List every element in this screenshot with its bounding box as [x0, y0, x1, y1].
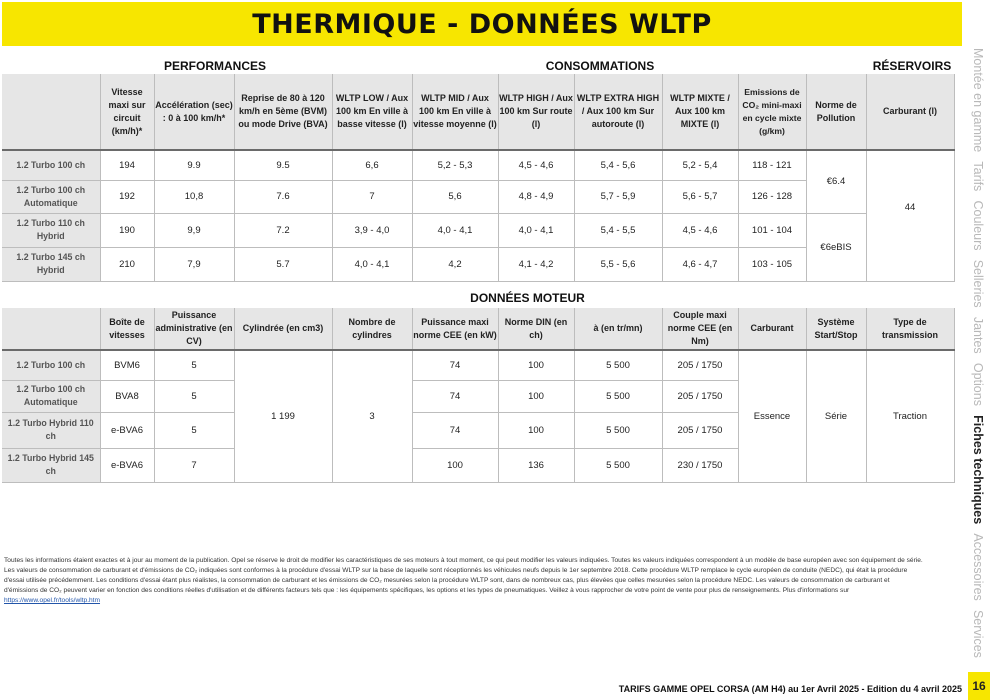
cell-wltp-low: 7	[332, 180, 412, 213]
section-consommations: CONSOMMATIONS	[545, 59, 655, 73]
cell-wltp-high: 4,0 - 4,1	[498, 213, 574, 247]
header-couple: Couple maxi norme CEE (en Nm)	[662, 308, 738, 350]
header-co2: Emissions de CO₂ mini-maxi en cycle mixte (g/km)	[738, 74, 806, 150]
cell-acceleration: 7,9	[154, 247, 234, 281]
header-cylindree: Cylindrée (en cm3)	[234, 308, 332, 350]
nav-item-fiches-techniques[interactable]: Fiches techniques	[971, 415, 985, 525]
row-label: 1.2 Turbo 100 ch Automatique	[2, 380, 100, 412]
cell-kw: 74	[412, 412, 498, 448]
cell-carburant: Essence	[738, 350, 806, 482]
cell-wltp-high: 4,8 - 4,9	[498, 180, 574, 213]
header-nb-cylindres: Nombre de cylindres	[332, 308, 412, 350]
cell-couple: 230 / 1750	[662, 448, 738, 482]
cell-kw: 100	[412, 448, 498, 482]
cell-wltp-mid: 5,2 - 5,3	[412, 150, 498, 180]
header-transmission: Type de transmission	[866, 308, 954, 350]
header-wltp-high: WLTP HIGH / Aux 100 km Sur route (l)	[498, 74, 574, 150]
table-row	[2, 150, 954, 180]
nav-item-selleries[interactable]: Selleries	[971, 259, 985, 308]
cell-cv: 5	[154, 350, 234, 380]
cell-co2: 118 - 121	[738, 150, 806, 180]
wltp-info-link[interactable]: https://www.opel.fr/tools/wltp.htm	[4, 597, 101, 604]
cell-start-stop: Série	[806, 350, 866, 482]
cell-wltp-mixte: 4,5 - 4,6	[662, 213, 738, 247]
cell-din: 100	[498, 380, 574, 412]
footer-text: TARIFS GAMME OPEL CORSA (AM H4) au 1er Avril 2025 - Edition du 4 avril 2025	[618, 684, 962, 694]
header-wltp-mixte: WLTP MIXTE / Aux 100 km MIXTE (l)	[662, 74, 738, 150]
cell-boite: BVM6	[100, 350, 154, 380]
header-vitesse: Vitesse maxi sur circuit (km/h)*	[100, 74, 154, 150]
header-boite: Boîte de vitesses	[100, 308, 154, 350]
cell-wltp-mixte: 4,6 - 4,7	[662, 247, 738, 281]
header-start-stop: Système Start/Stop	[806, 308, 866, 350]
header-carburant: Carburant (l)	[866, 74, 954, 150]
cell-vitesse: 192	[100, 180, 154, 213]
cell-wltp-high: 4,5 - 4,6	[498, 150, 574, 180]
cell-cylindres: 3	[332, 350, 412, 482]
nav-item-options[interactable]: Options	[971, 362, 985, 406]
header-reprise: Reprise de 80 à 120 km/h en 5ème (BVM) ou mode Drive (BVA)	[234, 74, 332, 150]
cell-wltp-extra-high: 5,7 - 5,9	[574, 180, 662, 213]
cell-wltp-extra-high: 5,5 - 5,6	[574, 247, 662, 281]
nav-item-accessoires[interactable]: Accessoires	[971, 533, 985, 601]
cell-kw: 74	[412, 350, 498, 380]
title-banner	[2, 2, 962, 46]
cell-kw: 74	[412, 380, 498, 412]
row-label: 1.2 Turbo 100 ch	[2, 150, 100, 180]
cell-rpm: 5 500	[574, 380, 662, 412]
cell-wltp-mixte: 5,6 - 5,7	[662, 180, 738, 213]
cell-reprise: 7.6	[234, 180, 332, 213]
cell-cv: 5	[154, 412, 234, 448]
cell-din: 100	[498, 350, 574, 380]
cell-boite: e-BVA6	[100, 412, 154, 448]
cell-boite: BVA8	[100, 380, 154, 412]
page-title: THERMIQUE - DONNÉES WLTP	[252, 8, 712, 40]
header-puissance-kw: Puissance maxi norme CEE (en kW)	[412, 308, 498, 350]
cell-acceleration: 9.9	[154, 150, 234, 180]
header-carburant: Carburant	[738, 308, 806, 350]
header-din: Norme DIN (en ch)	[498, 308, 574, 350]
nav-item-jantes[interactable]: Jantes	[971, 316, 985, 354]
cell-wltp-high: 4,1 - 4,2	[498, 247, 574, 281]
cell-boite: e-BVA6	[100, 448, 154, 482]
header-puissance-admin: Puissance administrative (en CV)	[154, 308, 234, 350]
wltp-header-row	[2, 74, 954, 150]
engine-header-row	[2, 308, 954, 350]
nav-item-tarifs[interactable]: Tarifs	[971, 161, 985, 192]
section-reservoirs: RÉSERVOIRS	[872, 59, 952, 73]
cell-reprise: 5.7	[234, 247, 332, 281]
cell-wltp-low: 6,6	[332, 150, 412, 180]
header-acceleration: Accélération (sec) : 0 à 100 km/h*	[154, 74, 234, 150]
cell-vitesse: 194	[100, 150, 154, 180]
cell-cv: 5	[154, 380, 234, 412]
disclaimer-text	[4, 556, 924, 606]
row-label: 1.2 Turbo 145 ch Hybrid	[2, 247, 100, 281]
row-label: 1.2 Turbo 100 ch Automatique	[2, 180, 100, 213]
section-performances: PERFORMANCES	[163, 59, 266, 73]
nav-item-services[interactable]: Services	[971, 609, 985, 658]
section-moteur: DONNÉES MOTEUR	[470, 291, 585, 305]
corner-cell	[2, 308, 100, 350]
cell-reprise: 9.5	[234, 150, 332, 180]
cell-transmission: Traction	[866, 350, 954, 482]
cell-vitesse: 210	[100, 247, 154, 281]
nav-item-montee-en-gamme[interactable]: Montée en gamme	[971, 48, 985, 153]
cell-pollution: €6.4	[806, 150, 866, 213]
header-wltp-extra-high: WLTP EXTRA HIGH / Aux 100 km Sur autoroute (l)	[574, 74, 662, 150]
cell-cv: 7	[154, 448, 234, 482]
cell-couple: 205 / 1750	[662, 412, 738, 448]
disclaimer-body: Toutes les informations étaient exactes et à jour au moment de la publication. Opel se réserve le droit de modifier les caractéristiques de ses moteurs à tout moment, ce qui peut modifier les valeurs indiquées. Toutes les valeurs indiquées correspondent à un modèle de base européen avec son équipement de série. Les valeurs de consommation de carburant et d'émissions de CO₂ indiquées sont conformes à la procédure d'essai WLTP sur la base de laquelle sont réceptionnés les véhicules neufs depuis le 1er septembre 2018. Cette procédure WLTP remplace le cycle européen de conduite (NEDC), qui était la procédure d'essai utilisée précédemment. Les conditions d'essai étant plus réalistes, la consommation de carburant et les émissions de CO₂ mesurées selon la procédure WLTP sont, dans de nombreux cas, plus élevées que celles mesurées selon la procédure NEDC. Les valeurs de consommation de carburant et d'émissions de CO₂ peuvent varier en fonction des conditions réelles d'utilisation et de différents facteurs tels que : les équipements spécifiques, les options et les types de pneumatiques. Veillez à vous rapprocher de votre point de vente pour plus de renseignements. Plus d'informations sur	[4, 557, 923, 594]
cell-wltp-low: 4,0 - 4,1	[332, 247, 412, 281]
header-pollution: Norme de Pollution	[806, 74, 866, 150]
cell-acceleration: 10,8	[154, 180, 234, 213]
cell-co2: 103 - 105	[738, 247, 806, 281]
header-wltp-mid: WLTP MID / Aux 100 km En ville à vitesse moyenne (l)	[412, 74, 498, 150]
cell-wltp-mid: 4,2	[412, 247, 498, 281]
cell-wltp-extra-high: 5,4 - 5,6	[574, 150, 662, 180]
cell-couple: 205 / 1750	[662, 350, 738, 380]
cell-couple: 205 / 1750	[662, 380, 738, 412]
side-nav-rail	[966, 44, 990, 672]
corner-cell	[2, 74, 100, 150]
cell-rpm: 5 500	[574, 412, 662, 448]
header-wltp-low: WLTP LOW / Aux 100 km En ville à basse vitesse (l)	[332, 74, 412, 150]
wltp-table	[2, 74, 955, 282]
table-row	[2, 350, 954, 380]
row-label: 1.2 Turbo 110 ch Hybrid	[2, 213, 100, 247]
row-label: 1.2 Turbo Hybrid 145 ch	[2, 448, 100, 482]
cell-co2: 101 - 104	[738, 213, 806, 247]
cell-wltp-extra-high: 5,4 - 5,5	[574, 213, 662, 247]
cell-cylindree: 1 199	[234, 350, 332, 482]
cell-wltp-mid: 5,6	[412, 180, 498, 213]
cell-rpm: 5 500	[574, 448, 662, 482]
cell-din: 100	[498, 412, 574, 448]
header-rpm: à (en tr/mn)	[574, 308, 662, 350]
cell-rpm: 5 500	[574, 350, 662, 380]
cell-wltp-mixte: 5,2 - 5,4	[662, 150, 738, 180]
cell-vitesse: 190	[100, 213, 154, 247]
cell-pollution: €6eBIS	[806, 213, 866, 281]
cell-wltp-mid: 4,0 - 4,1	[412, 213, 498, 247]
engine-table	[2, 308, 955, 483]
nav-item-couleurs[interactable]: Couleurs	[971, 200, 985, 251]
table-row	[2, 213, 954, 247]
row-label: 1.2 Turbo 100 ch	[2, 350, 100, 380]
side-nav	[966, 44, 990, 672]
cell-co2: 126 - 128	[738, 180, 806, 213]
cell-wltp-low: 3,9 - 4,0	[332, 213, 412, 247]
cell-reprise: 7.2	[234, 213, 332, 247]
cell-acceleration: 9,9	[154, 213, 234, 247]
row-label: 1.2 Turbo Hybrid 110 ch	[2, 412, 100, 448]
cell-carburant: 44	[866, 150, 954, 281]
cell-din: 136	[498, 448, 574, 482]
page-number: 16	[968, 672, 990, 700]
